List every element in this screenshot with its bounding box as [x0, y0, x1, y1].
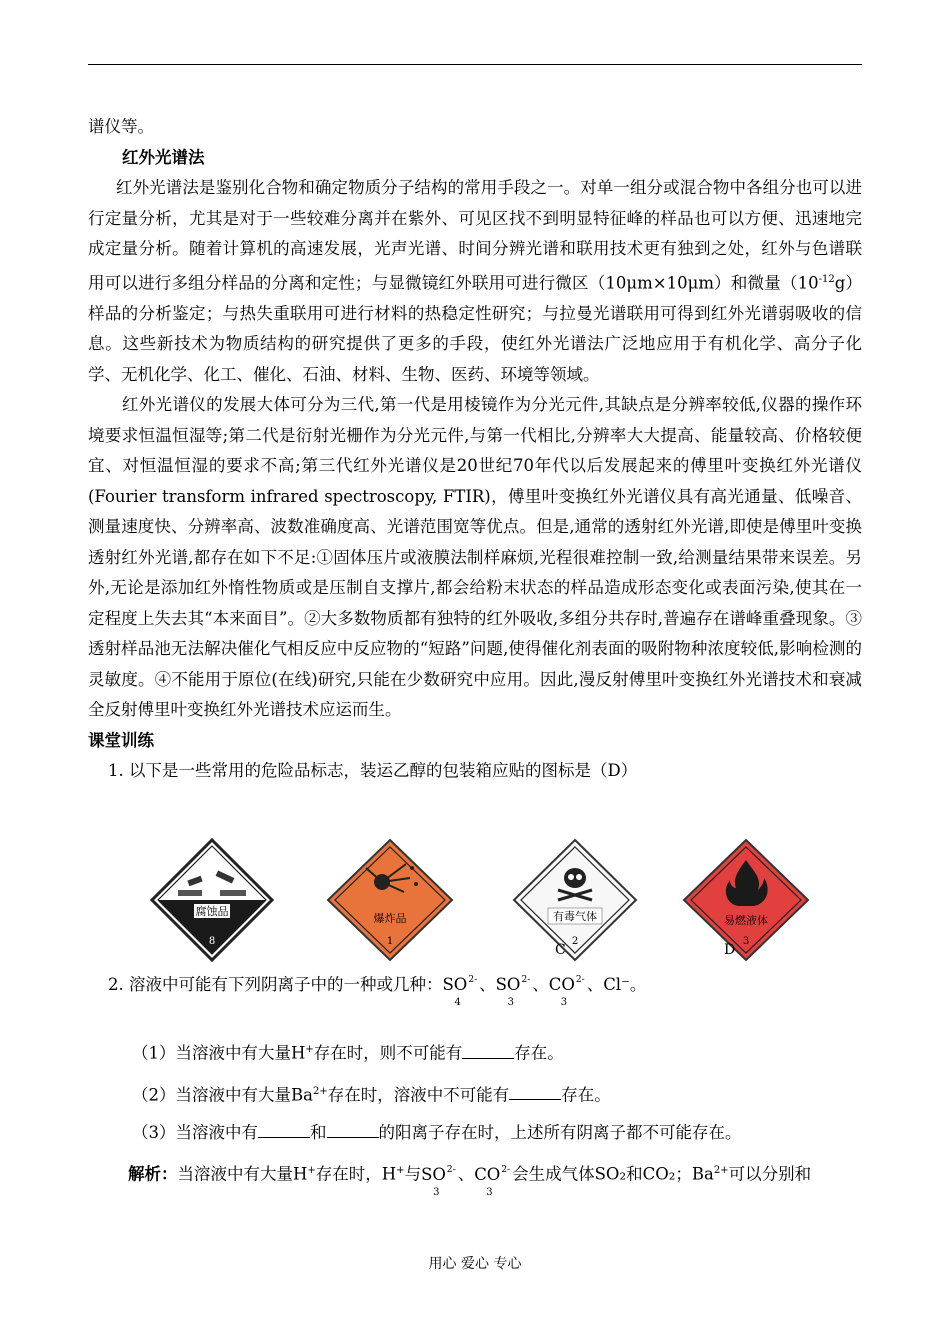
- para1-tail: g）样品的分析鉴定；与热失重联用可进行材料的热稳定性研究；与拉曼光谱联用可得到红外光谱弱吸收的信息。这些新技术为物质结构的研究提供了更多的手段，使红外光谱法广泛地应用于有机化学、高分子化学、无机化学、化工、催化、石油、材料、生物、医药、环境等领域。: [88, 273, 862, 384]
- ion-sulfate: $SO^{2-}$ 4: [442, 975, 478, 1008]
- header-rule: [88, 64, 862, 65]
- sign-c-text: 有毒气体: [553, 910, 597, 923]
- section-title: 红外光谱法: [122, 147, 205, 167]
- answer-blank-2[interactable]: [509, 1081, 561, 1100]
- para1-exponent: -12: [818, 273, 835, 285]
- q2-prefix: 2. 溶液中可能有下列阴离子中的一种或几种：: [108, 975, 443, 994]
- corrosive-sign-icon: [150, 838, 274, 962]
- analysis-ion-carbonate: $CO^{2-}$ 3: [474, 1164, 511, 1198]
- question-2: 2. 溶液中可能有下列阴离子中的一种或几种：$SO^{2-}$ 4 、$SO^{2-}$ 3 、$CO^{2-}$ 3 、Cl⁻。: [88, 970, 862, 1003]
- analysis: 解析：当溶液中有大量H+存在时，H+与$SO^{2-}$ 3 、$CO^{2-}$ 3 会生成气体SO₂和CO₂；$Ba^{2+}$可以分别和: [88, 1156, 862, 1193]
- sign-d-number: 3: [742, 936, 750, 947]
- subquestion-2: （2）当溶液中有大量$Ba^{2+}$存在时，溶液中不可能有 存在。: [88, 1077, 862, 1111]
- sign-d-text: 易燃液体: [724, 914, 768, 927]
- sign-b-text: 爆炸品: [373, 912, 407, 925]
- sign-a-text: 腐蚀品: [195, 905, 229, 918]
- questions-block: [88, 970, 862, 1198]
- page-footer: 用心 爱心 专心: [428, 1256, 522, 1272]
- answer-blank-3[interactable]: [258, 1119, 310, 1138]
- sign-a-number: 8: [208, 936, 216, 947]
- sign-d-letter: D: [724, 942, 736, 958]
- hazard-signs: [150, 838, 810, 966]
- ion-carbonate: $CO^{2-}$ 3: [548, 975, 585, 1008]
- analysis-ion-sulfite: $SO^{2-}$ 3: [421, 1164, 456, 1198]
- ion-sulfite: $SO^{2-}$ 3: [495, 975, 531, 1008]
- document-body: [88, 112, 862, 787]
- answer-blank-4[interactable]: [327, 1119, 379, 1138]
- analysis-label: 解析：: [128, 1164, 178, 1184]
- practice-title: 课堂训练: [88, 730, 154, 750]
- question-1: 1. 以下是一些常用的危险品标志，装运乙醇的包装箱应贴的图标是（D）: [108, 761, 638, 780]
- para1-text: 红外光谱法是鉴别化合物和确定物质分子结构的常用手段之一。对单一组分或混合物中各组分也可以进行定量分析，尤其是对于一些较难分离并在紫外、可见区找不到明显特征峰的样品也可以方便、迅速地完成定量分析。随着计算机的高速发展，光声光谱、时间分辨光谱和联用技术更有独到之处，红外与色谱联用可以进行多组分样品的分离和定性；与显微镜红外联用可进行微区（10μm×10μm）和微量（10: [88, 178, 862, 292]
- subquestion-3: （3）当溶液中有 和 的阳离子存在时，上述所有阴离子都不可能存在。: [88, 1118, 862, 1148]
- flammable-liquid-sign-icon: [682, 838, 810, 962]
- ion-chloride: Cl⁻: [603, 975, 630, 994]
- answer-blank-1[interactable]: [462, 1040, 514, 1059]
- paragraph-2: 红外光谱仪的发展大体可分为三代,第一代是用棱镜作为分光元件,其缺点是分辨率较低,仪器的操作环境要求恒温恒湿等;第二代是衍射光栅作为分光元件,与第一代相比,分辨率大大提高、能量较高、价格较便宜、对恒温恒湿的要求不高;第三代红外光谱仪是20世纪70年代以后发展起来的傅里叶变换红外光谱仪(Fourier transform infrared spectroscopy, FTIR)，傅里叶变换红外光谱仪具有高光通量、低噪音、测量速度快、分辨率高、波数准确度高、光谱范围宽等优点。但是,通常的透射红外光谱,即使是傅里叶变换透射红外光谱,都存在如下不足:①固体压片或液膜法制样麻烦,光程很难控制一致,给测量结果带来误差。另外,无论是添加红外惰性物质或是压制自支撑片,都会给粉末状态的样品造成形态变化或表面污染,使其在一定程度上失去其“本来面目”。②大多数物质都有独特的红外吸收,多组分共存时,普遍存在谱峰重叠现象。③透射样品池无法解决催化气相反应中反应物的“短路”问题,使得催化剂表面的吸附物种浓度较低,影响检测的灵敏度。④不能用于原位(在线)研究,只能在少数研究中应用。因此,漫反射傅里叶变换红外光谱技术和衰减全反射傅里叶变换红外光谱技术应运而生。: [88, 395, 862, 719]
- subquestion-1: （1）当溶液中有大量H+存在时，则不可能有 存在。: [88, 1035, 862, 1069]
- intro-fragment: 谱仪等。: [88, 117, 154, 136]
- toxic-gas-sign-icon: [512, 838, 638, 962]
- sign-c-number: 2: [571, 936, 579, 947]
- paragraph-1: [88, 173, 862, 390]
- sign-c-letter: C: [555, 942, 566, 958]
- explosive-sign-icon: [326, 838, 454, 962]
- sign-b-number: 1: [386, 936, 394, 947]
